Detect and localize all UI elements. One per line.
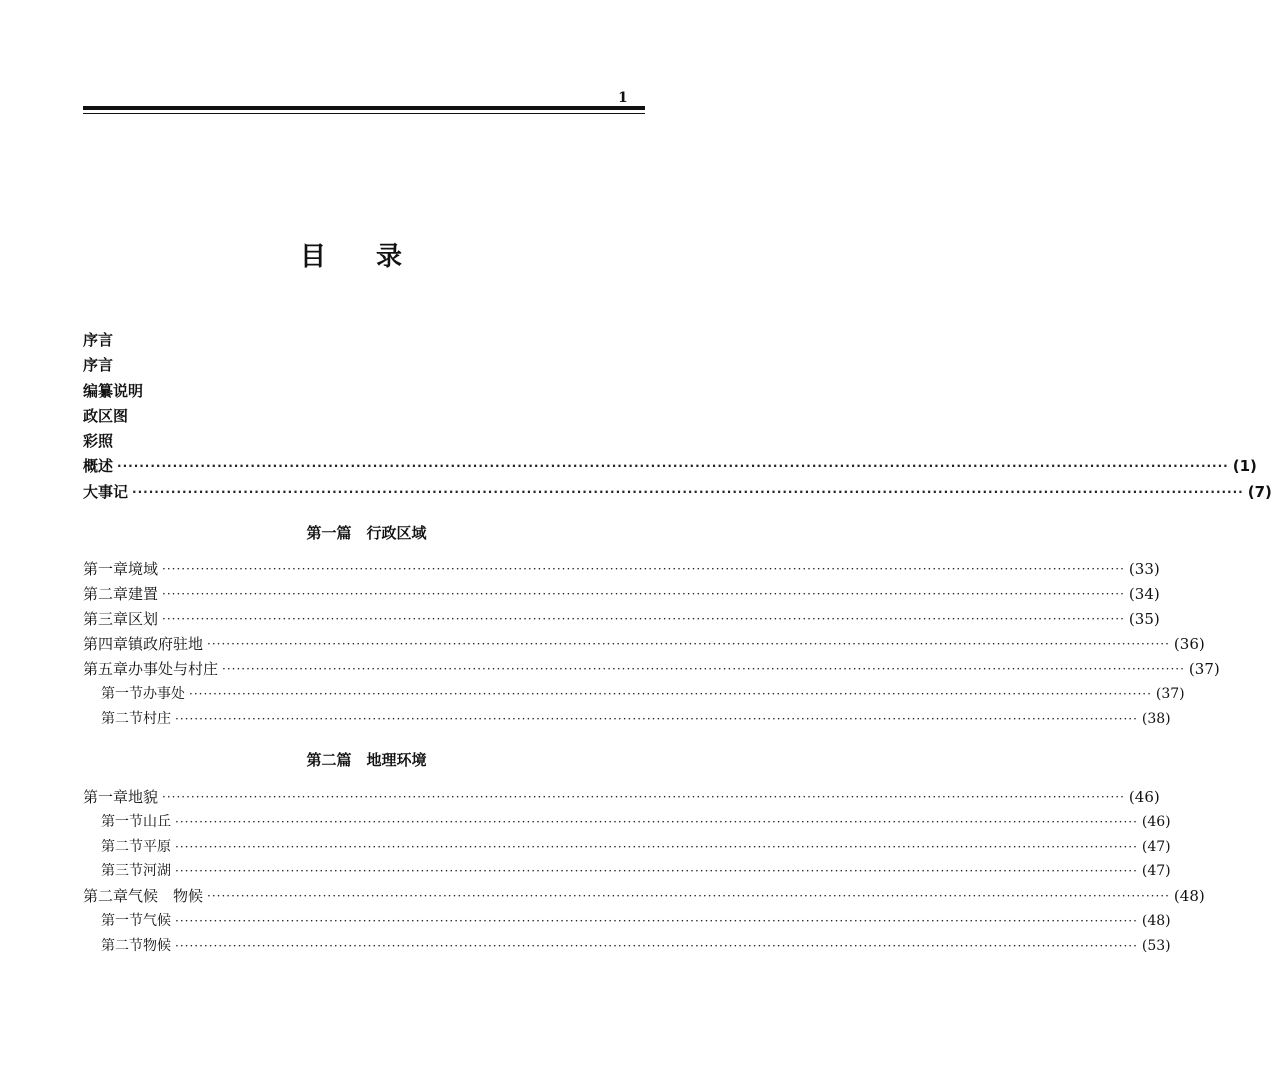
- dot-leader: ········································································································································································································: [117, 459, 1229, 473]
- part-title: 第二篇 地理环境: [306, 751, 427, 769]
- toc-entry[interactable]: [83, 431, 648, 451]
- chapter-number: 第五章: [83, 660, 129, 678]
- chapter-title: 区划: [128, 610, 159, 628]
- toc-section[interactable]: [101, 684, 1185, 704]
- toc-entry[interactable]: [83, 456, 1257, 476]
- section-number: 第二节: [101, 938, 143, 954]
- section-page: (37): [1155, 686, 1185, 702]
- section-page: (38): [1141, 711, 1171, 727]
- toc-entry-label: 序言: [83, 356, 114, 374]
- section-number: 第二节: [101, 839, 143, 855]
- toc-section[interactable]: [101, 861, 1171, 881]
- section-title: 办事处: [143, 686, 185, 702]
- chapter-page: (37): [1188, 660, 1220, 678]
- section-title: 物候: [143, 938, 171, 954]
- chapter-title: 境域: [128, 560, 159, 578]
- toc-chapter[interactable]: [83, 886, 1205, 906]
- section-title: 村庄: [143, 711, 171, 727]
- dot-leader: ········································································································································································································: [162, 790, 1125, 804]
- chapter-page: (35): [1128, 610, 1160, 628]
- toc-entry[interactable]: [83, 406, 648, 426]
- header-rule-thick: [83, 106, 645, 110]
- chapter-page: (33): [1128, 560, 1160, 578]
- page-number: 1: [618, 90, 628, 106]
- dot-leader: ········································································································································································································: [207, 889, 1170, 903]
- section-number: 第一节: [101, 686, 143, 702]
- toc-entry[interactable]: [83, 381, 648, 401]
- chapter-number: 第二章: [83, 585, 129, 603]
- dot-leader: ········································································································································································································: [175, 914, 1138, 928]
- dot-leader: ········································································································································································································: [207, 637, 1170, 651]
- section-title: 山丘: [143, 814, 171, 830]
- dot-leader: ········································································································································································································: [162, 562, 1125, 576]
- toc-entry-label: 大事记: [83, 483, 129, 501]
- chapter-number: 第三章: [83, 610, 129, 628]
- chapter-title: 气候 物候: [128, 887, 204, 905]
- section-page: (53): [1141, 938, 1171, 954]
- toc-entry-page: (7): [1247, 483, 1272, 501]
- chapter-title: 地貌: [128, 788, 159, 806]
- dot-leader: ········································································································································································································: [189, 687, 1152, 701]
- dot-leader: ········································································································································································································: [162, 587, 1125, 601]
- section-page: (48): [1141, 913, 1171, 929]
- chapter-number: 第二章: [83, 887, 129, 905]
- header-rule-thin: [83, 113, 645, 114]
- chapter-number: 第一章: [83, 788, 129, 806]
- section-page: (47): [1141, 863, 1171, 879]
- toc-entry-label: 政区图: [83, 407, 129, 425]
- toc-entry-page: (1): [1232, 457, 1257, 475]
- toc-chapter[interactable]: [83, 584, 1160, 604]
- section-page: (46): [1141, 814, 1171, 830]
- toc-section[interactable]: [101, 837, 1171, 857]
- part-title: 第一篇 行政区域: [306, 524, 427, 542]
- toc-entry[interactable]: [83, 330, 648, 350]
- section-number: 第一节: [101, 913, 143, 929]
- dot-leader: ········································································································································································································: [175, 712, 1138, 726]
- toc-section[interactable]: [101, 812, 1171, 832]
- chapter-page: (46): [1128, 788, 1160, 806]
- section-title: 平原: [143, 839, 171, 855]
- chapter-page: (36): [1173, 635, 1205, 653]
- toc-entry[interactable]: [83, 482, 1272, 502]
- page-title: [300, 236, 404, 273]
- section-number: 第三节: [101, 863, 143, 879]
- section-number: 第二节: [101, 711, 143, 727]
- toc-chapter[interactable]: [83, 609, 1160, 629]
- toc-chapter[interactable]: [83, 634, 1205, 654]
- toc-entry-label: 序言: [83, 331, 114, 349]
- toc-entry-label: 概述: [83, 457, 114, 475]
- toc-section[interactable]: [101, 936, 1171, 956]
- toc-section[interactable]: [101, 709, 1171, 729]
- section-number: 第一节: [101, 814, 143, 830]
- chapter-title: 镇政府驻地: [128, 635, 204, 653]
- dot-leader: ········································································································································································································: [175, 815, 1138, 829]
- toc-entry[interactable]: [83, 355, 648, 375]
- dot-leader: ········································································································································································································: [175, 864, 1138, 878]
- toc-chapter[interactable]: [83, 659, 1220, 679]
- title-char-1: 目: [300, 242, 329, 272]
- chapter-number: 第一章: [83, 560, 129, 578]
- section-page: (47): [1141, 839, 1171, 855]
- chapter-number: 第四章: [83, 635, 129, 653]
- toc-entry-label: 编纂说明: [83, 382, 144, 400]
- toc-chapter[interactable]: [83, 787, 1160, 807]
- title-char-2: 录: [376, 242, 405, 272]
- chapter-title: 建置: [128, 585, 159, 603]
- section-title: 河湖: [143, 863, 171, 879]
- dot-leader: ········································································································································································································: [175, 840, 1138, 854]
- section-title: 气候: [143, 913, 171, 929]
- dot-leader: ········································································································································································································: [132, 485, 1244, 499]
- toc-entry-label: 彩照: [83, 432, 114, 450]
- chapter-page: (34): [1128, 585, 1160, 603]
- dot-leader: ········································································································································································································: [162, 612, 1125, 626]
- toc-chapter[interactable]: [83, 559, 1160, 579]
- chapter-title: 办事处与村庄: [128, 660, 219, 678]
- toc-section[interactable]: [101, 911, 1171, 931]
- dot-leader: ········································································································································································································: [175, 939, 1138, 953]
- chapter-page: (48): [1173, 887, 1205, 905]
- dot-leader: ········································································································································································································: [222, 662, 1185, 676]
